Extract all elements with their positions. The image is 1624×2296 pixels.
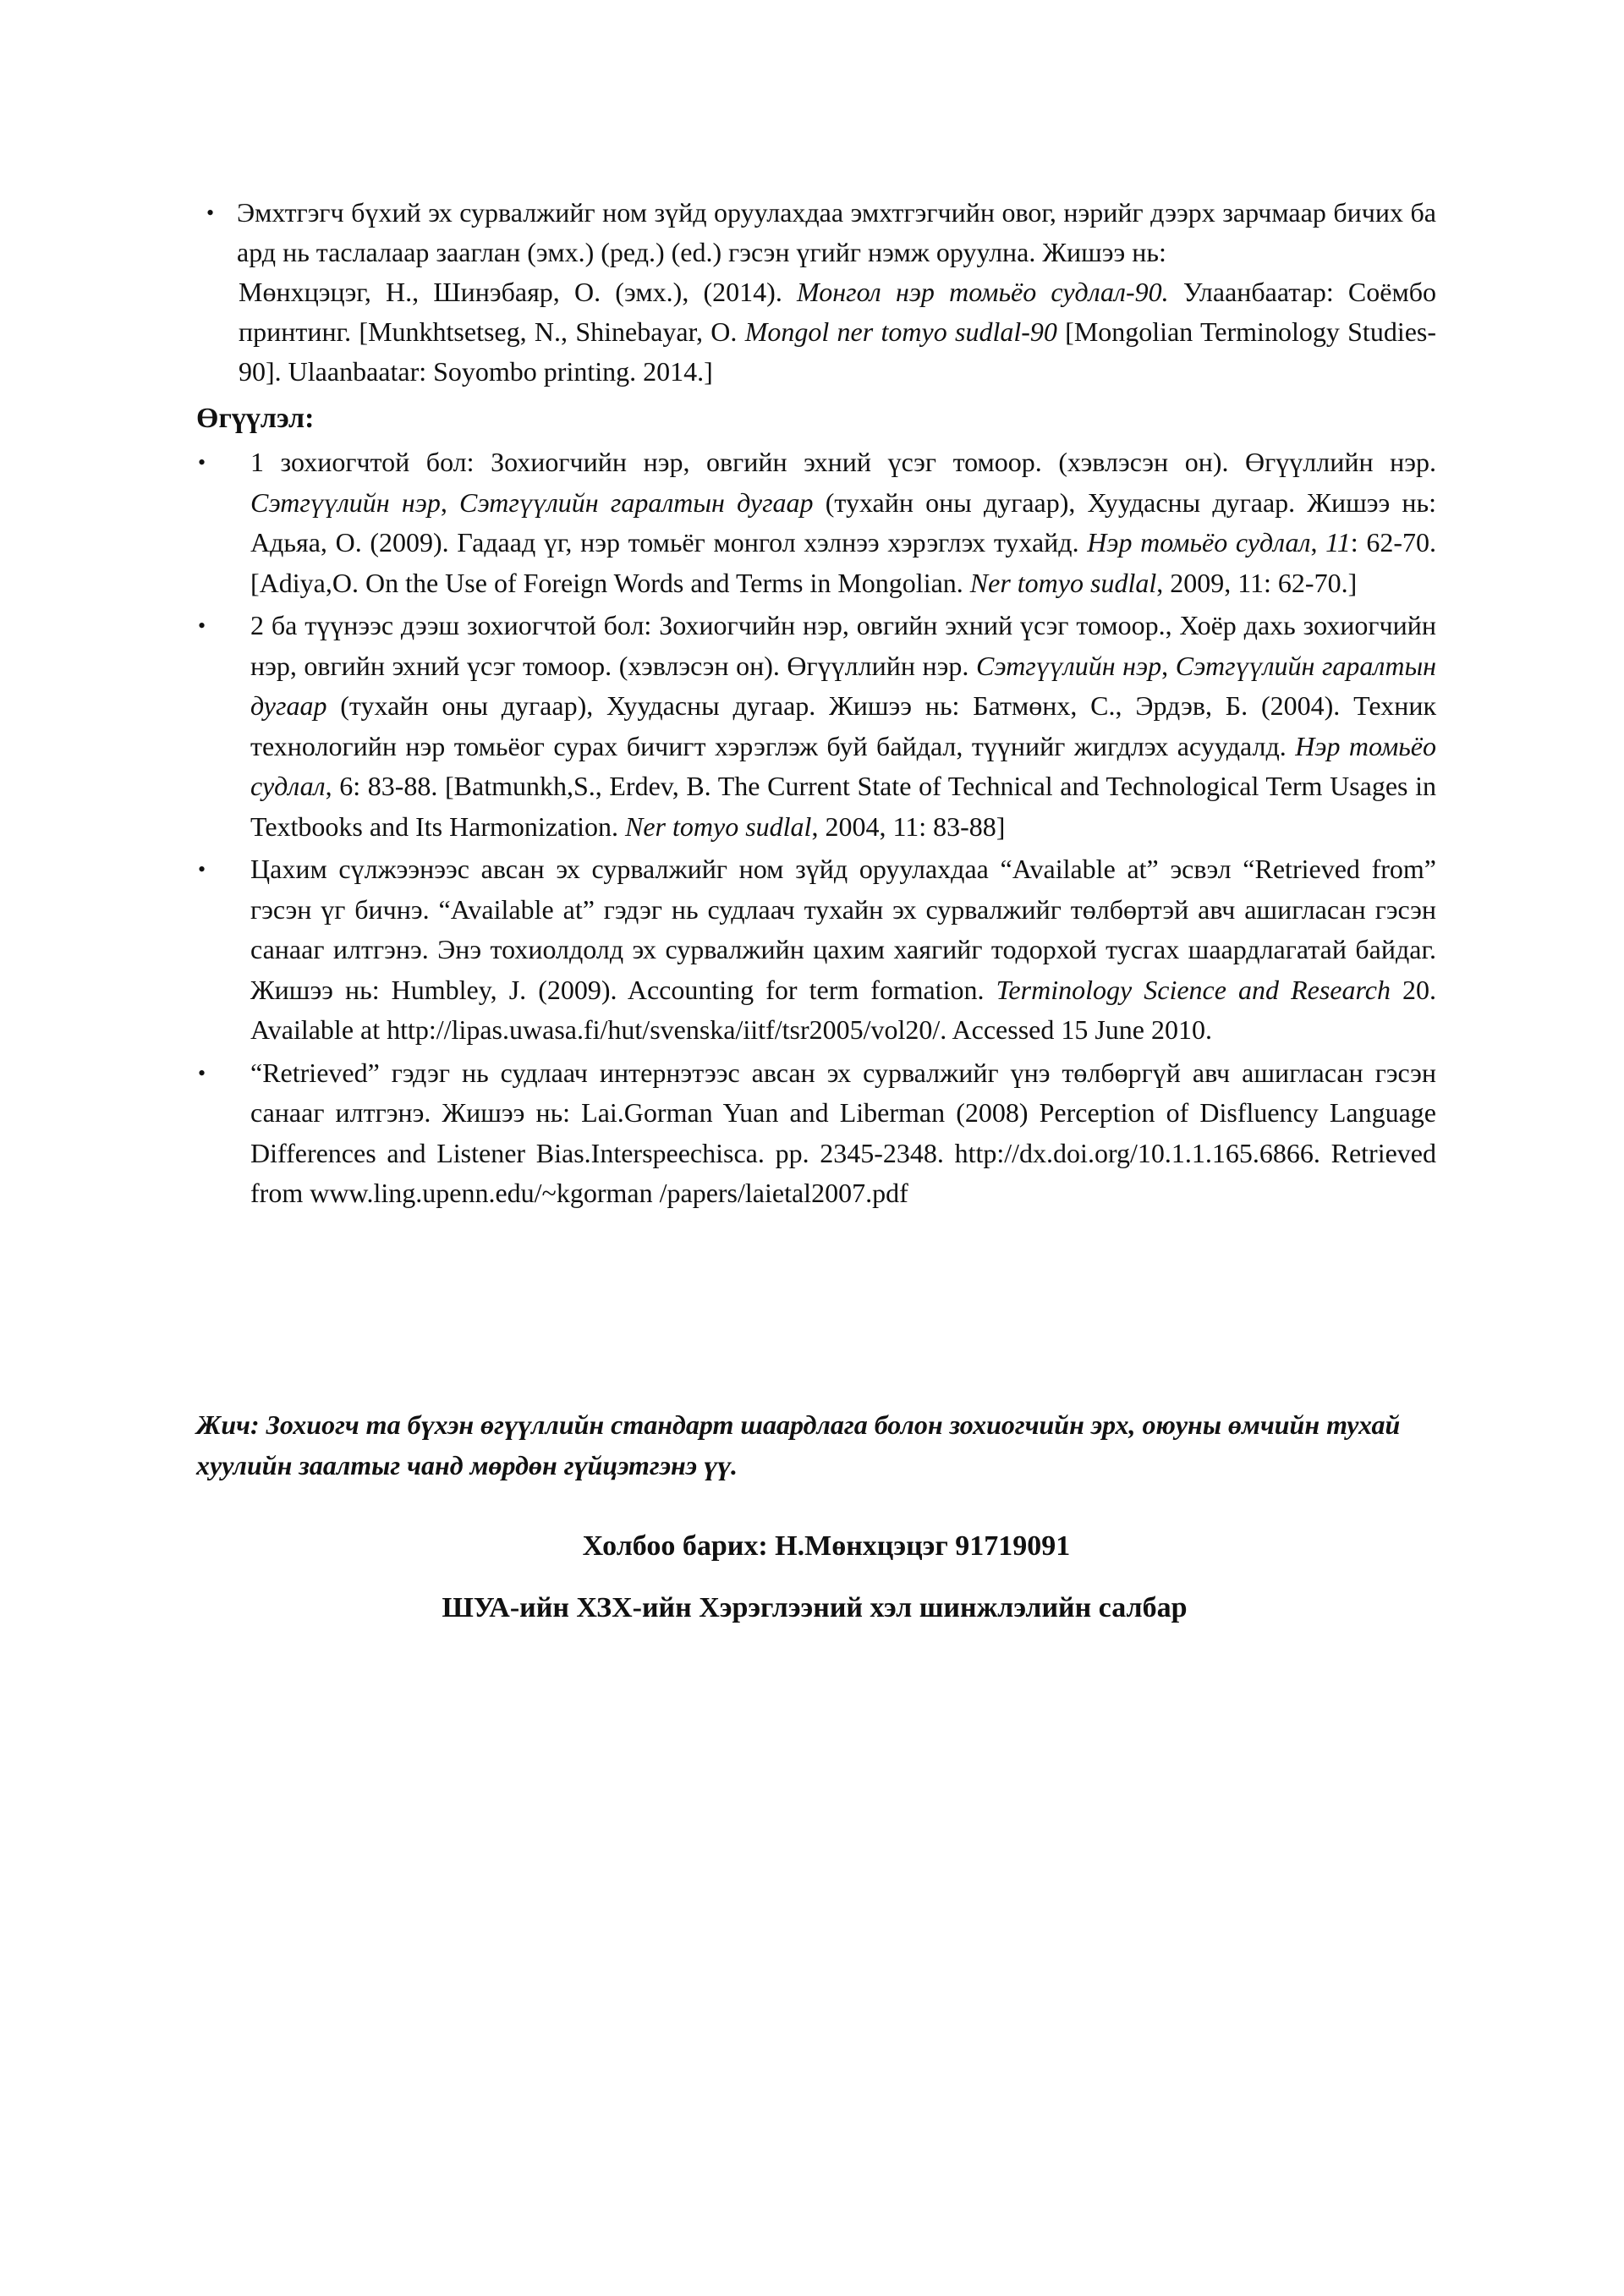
contact-line: Холбоо барих: Н.Мөнхцэцэг 91719091 bbox=[582, 1530, 1071, 1562]
list-item bbox=[196, 606, 1436, 847]
list-item bbox=[196, 1053, 1436, 1214]
bullet-icon: • bbox=[206, 200, 215, 225]
editors-example-text: Мөнхцэцэг, Н., Шинэбаяр, О. (эмх.), (2014). Монгол нэр томьёо судлал-90. Улаанбаатар: Соёмбо принтинг. [Munkhtsetseg, N., Shinebayar, O. Mongol ner tomyo sudlal-90 [Mongolian Terminology Studies-90]. Ulaanbaatar: Soyombo printing. 2014.] bbox=[239, 277, 1437, 387]
citation-text: “Retrieved” гэдэг нь судлаач интернэтээс авсан эх сурвалжийг үнэ төлбөргүй авч ашигласан гэсэн санааг илтгэнэ. Жишээ нь: Lai.Gorman Yuan and Liberman (2008) Perception of Disfluency Language Differences and Listener Bias.Interspeechisca. pp. 2345-2348. http://dx.doi.org/10.1.1.165.6866. Retrieved from www.ling.upenn.edu/~kgorman /papers/laietal2007.pdf bbox=[250, 1057, 1436, 1208]
journal-title: Mongol ner tomyo sudlal-90 bbox=[744, 316, 1057, 347]
author-note: Жич: Зохиогч та бүхэн өгүүллийн стандарт шаардлага болон зохиогчийн эрх, оюуны өмчийн тухай хуулийн заалтыг чанд мөрдөн гүйцэтгэнэ үү. bbox=[196, 1409, 1401, 1480]
citation-text: 1 зохиогчтой бол: Зохиогчийн нэр, овгийн эхний үсэг томоор. (хэвлэсэн он). Өгүүллийн нэр. Сэтгүүлийн нэр, Сэтгүүлийн гаралтын дугаар (тухайн оны дугаар), Хуудасны дугаар. Жишээ нь: Адьяа, О. (2009). Гадаад үг, нэр томьёг монгол хэлнээ хэрэглэх тухайд. Нэр томьёо судлал, 11: 62-70. [Adiya,O. On the Use of Foreign Words and Terms in Mongolian. Ner tomyo sudlal, 2009, 11: 62-70.] bbox=[250, 447, 1437, 598]
list-item bbox=[196, 849, 1436, 1051]
article-citation-list bbox=[196, 442, 1436, 1217]
institution-line: ШУА-ийн ХЗХ-ийн Хэрэглээний хэл шинжлэлийн салбар bbox=[442, 1592, 1188, 1623]
citation-text: Цахим сүлжээнээс авсан эх сурвалжийг ном зүйд оруулахдаа “Available at” эсвэл “Retrieved from” гэсэн үг бичнэ. “Available at” гэдэг нь судлаач тухайн эх сурвалжийг төлбөртэй авч ашигласан гэсэн санааг илтгэнэ. Энэ тохиолдолд эх сурвалжийн цахим хаягийг тодорхой тусгах шаардлагатай байдаг. Жишээ нь: Humbley, J. (2009). Accounting for term formation. Terminology Science and Research 20. Available at http://lipas.uwasa.fi/hut/svenska/iitf/tsr2005/vol20/. Accessed 15 June 2010. bbox=[250, 854, 1437, 1045]
bullet-icon: • bbox=[198, 613, 206, 638]
list-item bbox=[196, 442, 1436, 603]
editors-reference-item bbox=[206, 193, 1437, 392]
editors-rule-text: Эмхтгэгч бүхий эх сурвалжийг ном зүйд оруулахдаа эмхтгэгчийн овог, нэрийг дээрх зарчмаар бичих ба ард нь таслалаар зааглан (эмх.) (ред.) (ed.) гэсэн үгийг нэмж оруулна. Жишээ нь: bbox=[237, 197, 1436, 267]
bullet-icon: • bbox=[198, 1060, 206, 1085]
journal-title: Монгол нэр томьёо судлал-90. bbox=[797, 277, 1169, 307]
bullet-icon: • bbox=[198, 857, 206, 882]
citation-text: 2 ба түүнээс дээш зохиогчтой бол: Зохиогчийн нэр, овгийн эхний үсэг томоор., Хоёр дахь зохиогчийн нэр, овгийн эхний үсэг томоор. (хэвлэсэн он). Өгүүллийн нэр. Сэтгүүлийн нэр, Сэтгүүлийн гаралтын дугаар (тухайн оны дугаар), Хуудасны дугаар. Жишээ нь: Батмөнх, С., Эрдэв, Б. (2004). Техник технологийн нэр томьёог сурах бичигт хэрэглэж буй байдал, түүнийг жигдлэх асуудалд. Нэр томьёо судлал, 6: 83-88. [Batmunkh,S., Erdev, B. The Current State of Technical and Technological Term Usages in Textbooks and Its Harmonization. Ner tomyo sudlal, 2004, 11: 83-88] bbox=[250, 610, 1437, 842]
section-title: Өгүүлэл: bbox=[196, 403, 315, 434]
bullet-icon: • bbox=[198, 450, 206, 475]
